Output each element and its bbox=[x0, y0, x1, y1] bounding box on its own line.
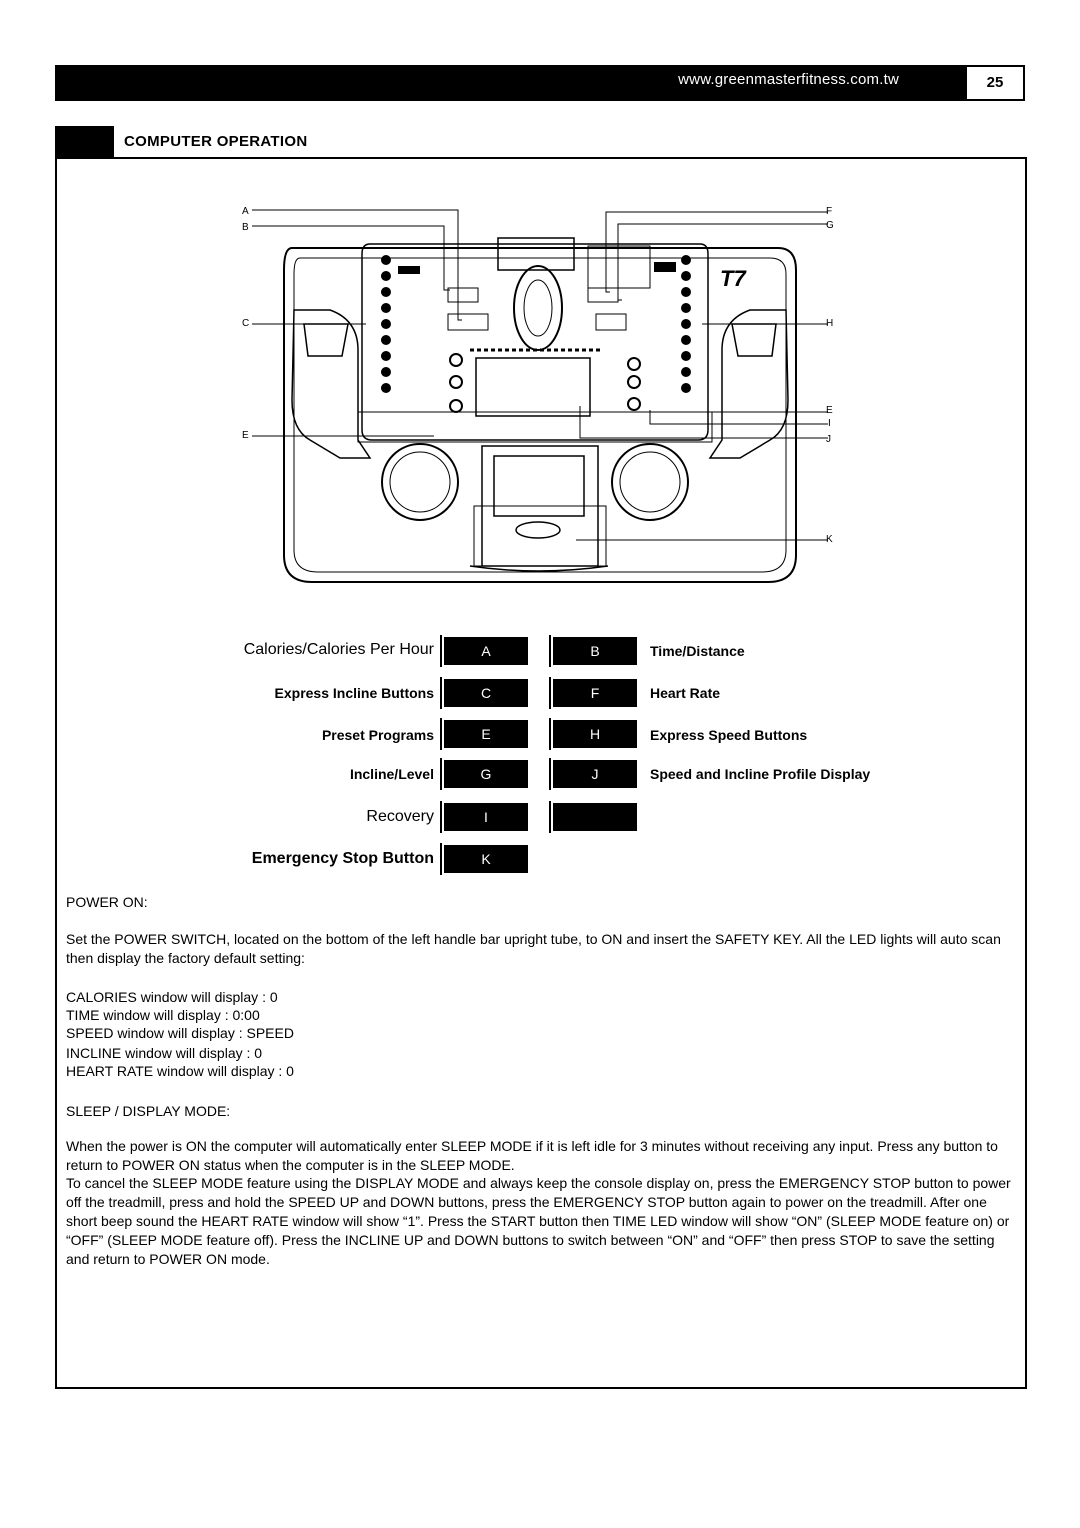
header-bar bbox=[55, 65, 965, 101]
default-line-time: TIME window will display : 0:00 bbox=[66, 1007, 260, 1023]
legend-key-h: H bbox=[553, 720, 637, 748]
sleep-mode-heading: SLEEP / DISPLAY MODE: bbox=[66, 1103, 231, 1119]
sleep-mode-paragraph-2: To cancel the SLEEP MODE feature using the DISPLAY MODE and always keep the console display on, press the EMERGENCY STOP button to power off the treadmill, press and hold the SPEED UP and DOWN buttons, press the EMERGENCY STOP button again to power on the treadmill. After one short beep sound the HEART RATE window will show “1”. Press the START button then TIME LED window will show “ON” (SLEEP MODE feature on) or “OFF” (SLEEP MODE feature off). Press the INCLINE UP and DOWN buttons to switch between “ON” and “OFF” then press STOP to save the setting and return to POWER ON mode. bbox=[66, 1175, 1011, 1267]
legend-key-empty bbox=[553, 803, 637, 831]
default-line-calories: CALORIES window will display : 0 bbox=[66, 989, 278, 1005]
legend-label-b: Time/Distance bbox=[650, 643, 745, 659]
callout-g: G bbox=[826, 220, 834, 231]
legend-key-b: B bbox=[553, 637, 637, 665]
console-illustration bbox=[230, 200, 850, 600]
page-header bbox=[55, 65, 1025, 101]
legend-label-e: Preset Programs bbox=[321, 727, 434, 743]
legend-label-c: Express Incline Buttons bbox=[274, 685, 434, 701]
page-number: 25 bbox=[965, 65, 1025, 101]
legend-label-a: Calories/Calories Per Hour bbox=[243, 641, 434, 658]
default-line-incline: INCLINE window will display : 0 bbox=[66, 1045, 263, 1061]
legend-label-k: Emergency Stop Button bbox=[251, 850, 434, 867]
legend-key-j: J bbox=[553, 760, 637, 788]
legend-label-h: Express Speed Buttons bbox=[650, 727, 808, 743]
callout-c: C bbox=[242, 318, 250, 329]
legend-key-f: F bbox=[553, 679, 637, 707]
legend-key-g: G bbox=[444, 760, 528, 788]
legend-key-k: K bbox=[444, 845, 528, 873]
power-on-paragraph: Set the POWER SWITCH, located on the bottom of the left handle bar upright tube, to ON and insert the SAFETY KEY. All the LED lights will auto scan then display the factory default setting: bbox=[66, 931, 1001, 966]
section-title: COMPUTER OPERATION bbox=[124, 133, 308, 150]
website-url[interactable]: www.greenmasterfitness.com.tw bbox=[678, 71, 899, 88]
callout-i: I bbox=[828, 418, 831, 429]
console-logo: T7 bbox=[720, 266, 746, 291]
legend-key-e: E bbox=[444, 720, 528, 748]
callout-j: J bbox=[826, 434, 831, 445]
legend-label-j: Speed and Incline Profile Display bbox=[650, 766, 871, 782]
legend-label-g: Incline/Level bbox=[349, 766, 434, 782]
callout-h: H bbox=[826, 318, 834, 329]
legend-key-c: C bbox=[444, 679, 528, 707]
sleep-mode-paragraph-1: When the power is ON the computer will automatically enter SLEEP MODE if it is left idle for 3 minutes without receiving any input. Press any button to return to POWER ON status when the computer is in the SLEEP MODE. bbox=[66, 1138, 998, 1173]
legend-label-i: Recovery bbox=[366, 808, 434, 825]
callout-e-left: E bbox=[242, 430, 249, 441]
power-on-heading: POWER ON: bbox=[66, 894, 148, 910]
default-line-speed: SPEED window will display : SPEED bbox=[66, 1025, 294, 1041]
callout-b: B bbox=[242, 222, 249, 233]
callout-e-right: E bbox=[826, 405, 833, 416]
legend-key-i: I bbox=[444, 803, 528, 831]
console-diagram bbox=[230, 200, 850, 600]
default-line-heart-rate: HEART RATE window will display : 0 bbox=[66, 1063, 294, 1079]
callout-a: A bbox=[242, 206, 249, 217]
section-marker bbox=[55, 126, 114, 159]
legend-label-f: Heart Rate bbox=[650, 685, 721, 701]
callout-k: K bbox=[826, 534, 833, 545]
legend-key-a: A bbox=[444, 637, 528, 665]
callout-f: F bbox=[826, 206, 833, 217]
